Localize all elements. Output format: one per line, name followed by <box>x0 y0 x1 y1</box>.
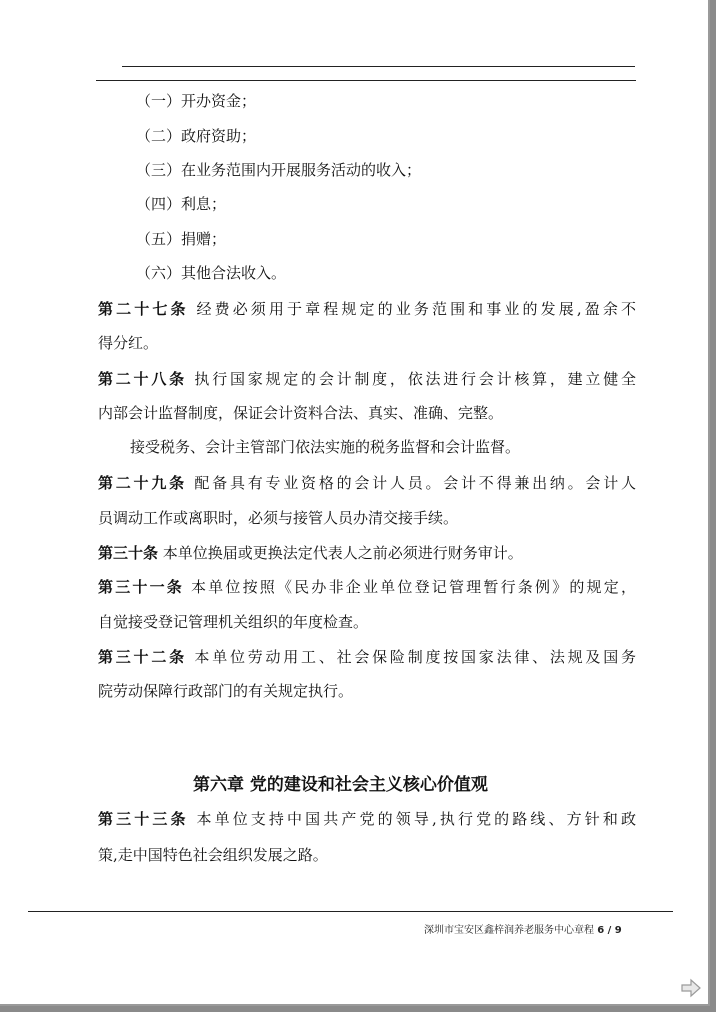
article-label: 第二十九条 <box>98 474 187 492</box>
article-28-cont: 内部会计监督制度，保证会计资料合法、真实、准确、完整。 <box>98 404 504 422</box>
next-page-arrow-icon[interactable] <box>680 978 702 998</box>
article-text: 执行国家规定的会计制度，依法进行会计核算，建立健全 <box>194 370 636 388</box>
article-label: 第二十七条 <box>98 300 189 318</box>
page-number: 6 / 9 <box>597 925 622 936</box>
article-27-cont: 得分红。 <box>98 334 159 352</box>
article-31-cont: 自觉接受登记管理机关组织的年度检查。 <box>98 613 369 631</box>
article-text: 配备具有专业资格的会计人员。会计不得兼出纳。会计人 <box>194 474 636 492</box>
article-29-cont: 员调动工作或离职时，必须与接管人员办清交接手续。 <box>98 509 459 527</box>
header-rule-top <box>122 66 635 67</box>
chapter-heading: 第六章 党的建设和社会主义核心价值观 <box>193 775 488 795</box>
article-label: 第三十三条 <box>98 810 189 828</box>
footer-title: 深圳市宝安区鑫梓润养老服务中心章程 <box>424 925 594 936</box>
article-text: 本单位按照《民办非企业单位登记管理暂行条例》的规定， <box>190 578 636 596</box>
article-label: 第三十一条 <box>98 578 184 596</box>
article-text: 经费必须用于章程规定的业务范围和事业的发展,盈余不 <box>196 300 636 318</box>
article-29 <box>98 472 636 493</box>
article-33 <box>98 808 636 829</box>
article-text: 本单位劳动用工、社会保险制度按国家法律、法规及国务 <box>194 648 636 666</box>
article-27 <box>98 298 636 319</box>
article-text: 本单位支持中国共产党的领导,执行党的路线、方针和政 <box>196 810 636 828</box>
list-item: （六）其他合法收入。 <box>136 264 287 282</box>
article-31 <box>98 576 636 597</box>
list-item: （五）捐赠； <box>136 230 227 248</box>
article-30 <box>98 542 523 563</box>
article-33-cont: 策,走中国特色社会组织发展之路。 <box>98 846 328 864</box>
article-label: 第二十八条 <box>98 370 187 388</box>
article-32-cont: 院劳动保障行政部门的有关规定执行。 <box>98 682 354 700</box>
article-text: 本单位换届或更换法定代表人之前必须进行财务审计。 <box>162 544 523 562</box>
header-rule-bottom <box>96 80 636 81</box>
page-footer <box>424 921 622 936</box>
list-item: （一）开办资金； <box>136 92 257 110</box>
footer-rule <box>28 911 673 912</box>
list-item: （三）在业务范围内开展服务活动的收入； <box>136 161 422 179</box>
article-32 <box>98 646 636 667</box>
list-item: （二）政府资助； <box>136 127 257 145</box>
article-label: 第三十条 <box>98 544 159 562</box>
article-28 <box>98 368 636 389</box>
article-28-para2: 接受税务、会计主管部门依法实施的税务监督和会计监督。 <box>130 438 521 456</box>
list-item: （四）利息； <box>136 195 227 213</box>
article-label: 第三十二条 <box>98 648 187 666</box>
